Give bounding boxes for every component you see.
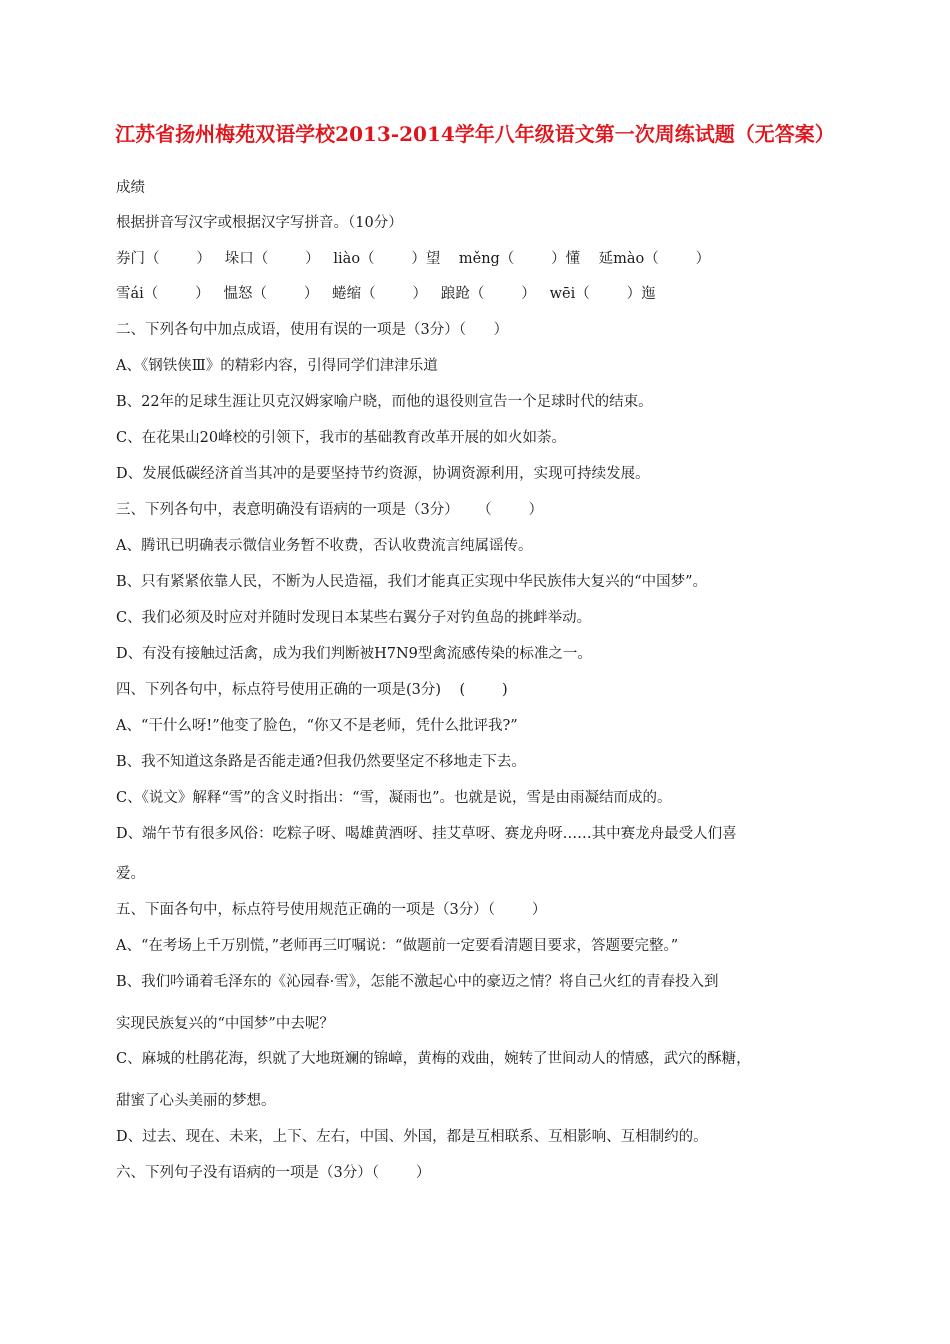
text-line: D、过去、现在、未来，上下、左右，中国、外国，都是互相联系、互相影响、互相制约的。 (116, 1129, 708, 1145)
text-line: 四、下列各句中，标点符号使用正确的一项是(3分) ( ) (116, 682, 508, 698)
text-line: A、“在考场上千万别慌，”老师再三叮嘱说：“做题前一定要看清题目要求，答题要完整。” (116, 938, 679, 954)
text-line: 二、下列各句中加点成语，使用有误的一项是（3分）（ ） (116, 322, 509, 338)
text-line: B、22年的足球生涯让贝克汉姆家喻户晓，而他的退役则宣告一个足球时代的结束。 (116, 394, 653, 410)
text-line: C、麻城的杜鹃花海，织就了大地斑斓的锦嶂，黄梅的戏曲，婉转了世间动人的情感，武穴的酥糖， (116, 1051, 751, 1067)
text-line: 成绩 (116, 180, 145, 196)
text-line: B、我不知道这条路是否能走通?但我仍然要坚定不移地走下去。 (116, 754, 526, 770)
text-line: C、《说文》解释“雪”的含义时指出：“雪，凝雨也”。也就是说，雪是由雨凝结而成的。 (116, 790, 672, 806)
text-line: 五、下面各句中，标点符号使用规范正确的一项是（3分）（ ） (116, 902, 547, 918)
text-line: 雪ái（ ） 愠怒（ ） 蜷缩（ ） 踉跄（ ） wēi（ ）迤 (116, 286, 656, 302)
text-line: C、我们必须及时应对并随时发现日本某些右翼分子对钓鱼岛的挑衅举动。 (116, 610, 592, 626)
text-line: D、发展低碳经济首当其冲的是要坚持节约资源，协调资源利用，实现可持续发展。 (116, 466, 650, 482)
text-line: 实现民族复兴的“中国梦”中去呢？ (116, 1016, 334, 1032)
text-line: 六、下列句子没有语病的一项是（3分）（ ） (116, 1165, 431, 1181)
text-line: A、“干什么呀!”他变了脸色，“你又不是老师，凭什么批评我?” (116, 718, 518, 734)
text-line: D、端午节有很多风俗：吃粽子呀、喝雄黄酒呀、挂艾草呀、赛龙舟呀……其中赛龙舟最受人们喜 (116, 826, 737, 842)
text-line: A、《钢铁侠Ⅲ》的精彩内容，引得同学们津津乐道 (116, 358, 438, 374)
text-line: B、只有紧紧依靠人民，不断为人民造福，我们才能真正实现中华民族伟大复兴的“中国梦”。 (116, 574, 707, 590)
text-line: 券门（ ） 垛口（ ） liào（ ）望 měng（ ）懂 延mào（ ） (116, 251, 711, 267)
text-line: A、腾讯已明确表示微信业务暂不收费，否认收费流言纯属谣传。 (116, 538, 533, 554)
text-line: 甜蜜了心头美丽的梦想。 (116, 1093, 276, 1109)
document-title: 江苏省扬州梅苑双语学校2013-2014学年八年级语文第一次周练试题（无答案） (115, 122, 835, 146)
text-line: D、有没有接触过活禽，成为我们判断被H7N9型禽流感传染的标准之一。 (116, 646, 592, 662)
text-line: 三、下列各句中，表意明确没有语病的一项是（3分） （ ） (116, 502, 544, 518)
text-line: C、在花果山20峰校的引领下，我市的基础教育改革开展的如火如荼。 (116, 430, 567, 446)
text-line: B、我们吟诵着毛泽东的《沁园春·雪》，怎能不激起心中的豪迈之情？将自己火红的青春投入到 (116, 974, 719, 990)
text-line: 根据拼音写汉字或根据汉字写拼音。（10分） (116, 215, 403, 231)
text-line: 爱。 (116, 866, 145, 882)
